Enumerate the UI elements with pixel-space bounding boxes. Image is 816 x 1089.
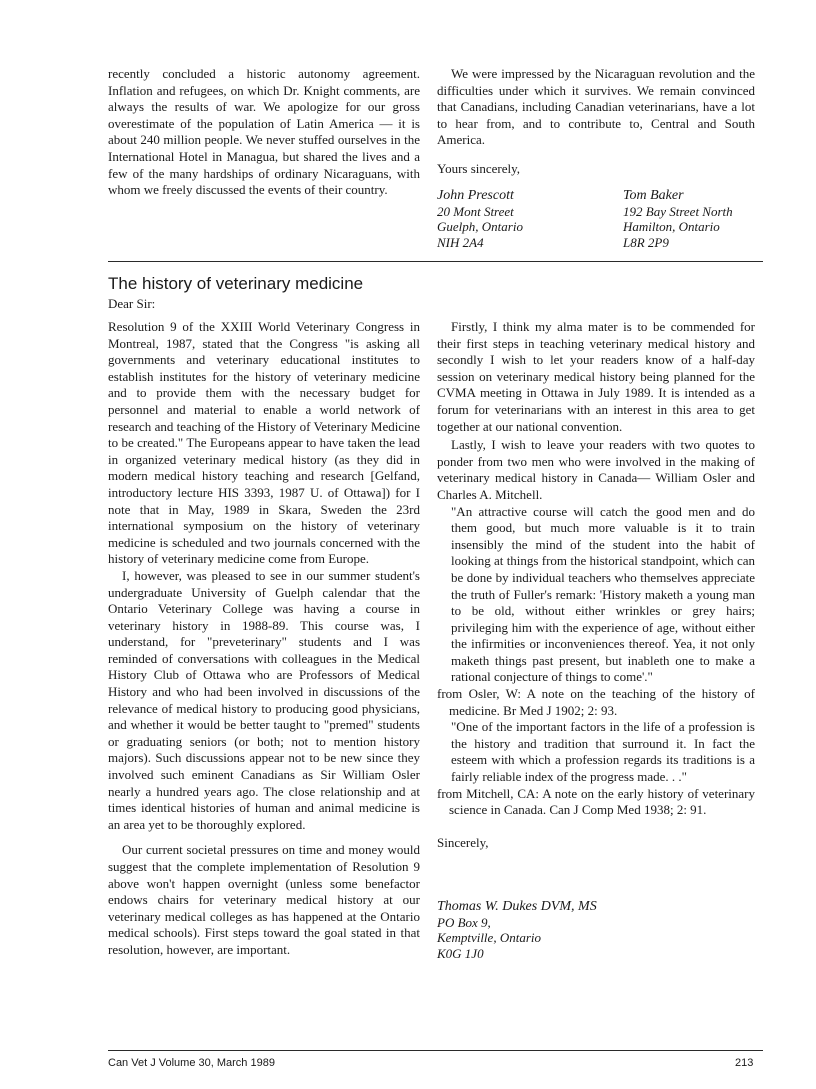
- signer-name: Thomas W. Dukes DVM, MS: [437, 899, 597, 914]
- body-paragraph: Our current societal pressures on time and money would suggest that the complete implementation of Resolution 9 above won't happen overnight (unless some benefactor endows chairs for veterinary medical history at our veterinary medical colleges as has happened at the Ontario medical schools). First steps toward the goal stated in that resolution, however, are important.: [108, 842, 420, 957]
- section-divider: [108, 261, 763, 262]
- article-right-column: [437, 319, 755, 851]
- top-letter-left-paragraph: recently concluded a historic autonomy agreement. Inflation and refugees, on which Dr. Knight comments, are always the results of war. We apologize for our gross overestimate of the population of Latin America — it is about 240 million people. We never stuffed ourselves in the International Hotel in Managua, but shared the lives and a few of the many hardships of ordinary Nicaraguans, with whom we freely discussed the events of their country.: [108, 66, 420, 198]
- salutation: Dear Sir:: [108, 296, 156, 311]
- signer-address-line: L8R 2P9: [623, 234, 669, 250]
- top-letter-right-column: [437, 66, 755, 178]
- signer-address-line: 192 Bay Street North: [623, 203, 733, 219]
- top-letter-right-paragraph: We were impressed by the Nicaraguan revolution and the difficulties under which it survives. We remain convinced that Canadians, including Canadian veterinarians, have a lot to hear from, and to contribute to, Central and South America.: [437, 66, 755, 148]
- body-paragraph: Resolution 9 of the XXIII World Veterinary Congress in Montreal, 1987, stated that the Congress "is asking all governments and veterinary educational institutes to establish institutes for the history of veterinary medicine and to provide them with the necessary budget for personnel and material to enable a world network of research and teaching of the History of Veterinary Medicine to be created." The Europeans appear to have taken the lead in organized veterinary medical history (as they did in modern medical history teaching and research [Gelfand, introductory lecture HIS 3393, 1987 U. of Ottawa]) for I note that in May, 1989 in Skara, Sweden the 23rd international symposium on the history of veterinary medicine is scheduled and two journals concerned with the history of veterinary medicine come from Europe.: [108, 319, 420, 567]
- body-paragraph: I, however, was pleased to see in our summer student's undergraduate University of Guelph calendar that the Ontario Veterinary College was having a course in veterinary history in 1988-89. This course was, I understand, for "preveterinary" students and I was reminded of conversations with colleagues in the Medical History Club of Ottawa who are Professors of Medical History and who had been involved in discussions of the relevance of medical history to producing good physicians, and whether it would be better taught to "premed" students or graduating seniors (or both; not to mention history majors). Such discussions appear not to be new since they involved such eminent Canadians as Sir William Osler nearly a hundred years ago. The close relationship and at times identical histories of human and animal medicine is an area yet to be thoroughly explored.: [108, 567, 420, 832]
- body-paragraph: Lastly, I wish to leave your readers with two quotes to ponder from two men who were involved in the making of veterinary medical history in Canada— William Osler and Charles A. Mitchell.: [437, 437, 755, 502]
- signature-thomas-dukes: [437, 899, 697, 961]
- signer-name: John Prescott: [437, 188, 514, 203]
- mitchell-citation: from Mitchell, CA: A note on the early history of veterinary science in Canada. Can J Comp Med 1938; 2: 91.: [437, 785, 755, 818]
- signer-address-line: PO Box 9,: [437, 914, 491, 930]
- top-letter-closing: Yours sincerely,: [437, 160, 521, 176]
- footer-page-number: 213: [735, 1057, 754, 1069]
- osler-citation: from Osler, W: A note on the teaching of the history of medicine. Br Med J 1902; 2: 93.: [437, 686, 755, 718]
- body-paragraph: Firstly, I think my alma mater is to be commended for their first steps in teaching veterinary medical history and secondly I wish to let your readers know of a half-day session on veterinary medical history being planned for the CVMA meeting in Ottawa in July 1989. It is intended as a forum for veterinarians with an interest in this area to get together at our national convention.: [437, 319, 755, 434]
- signer-address-line: Guelph, Ontario: [437, 219, 523, 234]
- signature-tom-baker: [623, 188, 763, 250]
- article-closing: Sincerely,: [437, 834, 489, 850]
- signer-name: Tom Baker: [623, 188, 684, 203]
- signer-address-line: 20 Mont Street: [437, 203, 514, 219]
- top-letter-left-column: [108, 66, 420, 199]
- osler-quote: "An attractive course will catch the good men and do them good, but much more valuable is it to train insensibly the mind of the student into the habit of looking at things from the historical standpoint, which can be done by individual teachers who themselves appreciate the truth of Fuller's remark: 'History maketh a young man to be old, without either wrinkles or grey hairs; privileging him with the experience of age, without either the infirmities or inconveniences thereof. Yea, it not only maketh things past present, but inableth one to make a rational conjecture of things to come'.": [451, 503, 755, 685]
- footer-journal: Can Vet J Volume 30, March 1989: [108, 1057, 275, 1069]
- signer-address-line: Kemptville, Ontario: [437, 930, 541, 945]
- signer-address-line: Hamilton, Ontario: [623, 219, 720, 234]
- footer-divider: [108, 1050, 763, 1051]
- signature-john-prescott: [437, 188, 607, 250]
- mitchell-quote: "One of the important factors in the life of a profession is the history and tradition that surround it. In fact the esteem with which a profession regards its traditions is a fairly reliable index of the progress made. . .": [451, 719, 755, 785]
- signer-address-line: K0G 1J0: [437, 945, 484, 961]
- signer-address-line: NIH 2A4: [437, 234, 484, 250]
- article-left-column: [108, 319, 420, 959]
- article-title: The history of veterinary medicine: [108, 274, 364, 293]
